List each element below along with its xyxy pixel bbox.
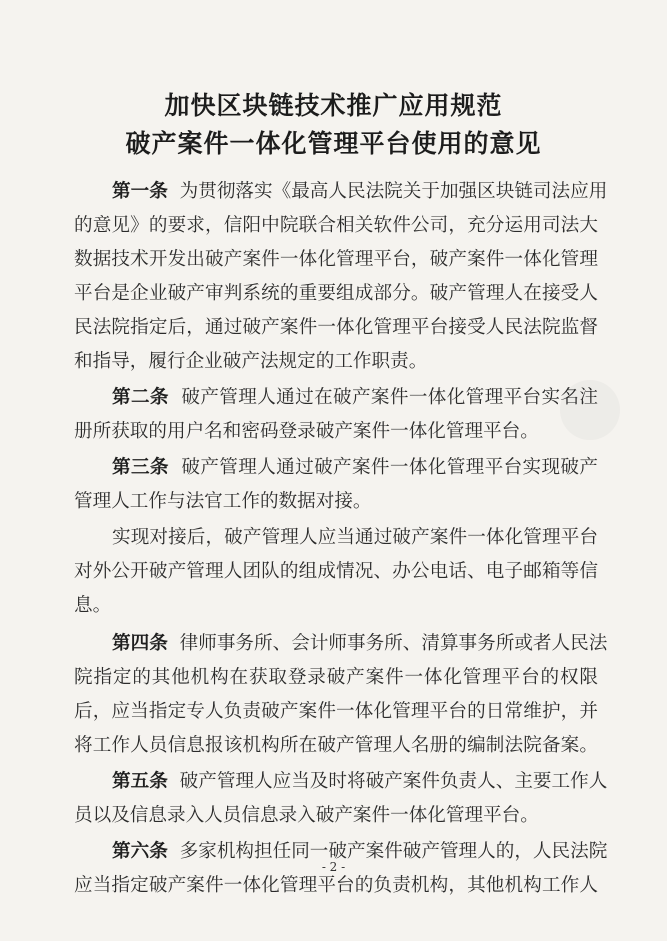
article-6-heading: 第六条 (112, 841, 168, 862)
article-5-line-1: 第五条 破产管理人应当及时将破产案件负责人、主要工作人 (112, 771, 608, 792)
article-6-line-2: 应当指定破产案件一体化管理平台的负责机构，其他机构工作人 (74, 875, 598, 896)
article-4-line-4: 将工作人员信息报该机构所在破产管理人名册的编制法院备案。 (74, 735, 598, 756)
article-1-line-4: 平台是企业破产审判系统的重要组成部分。破产管理人在接受人 (74, 283, 598, 304)
article-3-line-1: 第三条 破产管理人通过破产案件一体化管理平台实现破产 (112, 457, 598, 478)
title-line-1: 加快区块链技术推广应用规范 (164, 91, 503, 120)
paragraph-line-1: 实现对接后，破产管理人应当通过破产案件一体化管理平台 (112, 527, 598, 548)
article-4-line-3: 后，应当指定专人负责破产案件一体化管理平台的日常维护，并 (74, 701, 598, 722)
article-1-line-5: 民法院指定后，通过破产案件一体化管理平台接受人民法院监督 (74, 317, 598, 338)
article-4-line-1: 第四条 律师事务所、会计师事务所、清算事务所或者人民法 (112, 633, 608, 654)
article-1-line-6: 和指导，履行企业破产法规定的工作职责。 (74, 351, 428, 372)
article-2-line-2: 册所获取的用户名和密码登录破产案件一体化管理平台。 (74, 421, 539, 442)
article-5-line-2: 员以及信息录入人员信息录入破产案件一体化管理平台。 (74, 805, 539, 826)
article-1-line-2: 的意见》的要求，信阳中院联合相关软件公司，充分运用司法大 (74, 215, 598, 236)
page-number: - 2 - (321, 860, 346, 874)
article-4-line-2: 院指定的其他机构在获取登录破产案件一体化管理平台的权限 (74, 667, 598, 688)
paragraph-line-2: 对外公开破产管理人团队的组成情况、办公电话、电子邮箱等信 (74, 561, 598, 582)
article-3-heading: 第三条 (112, 457, 169, 478)
article-6-line-1: 第六条 多家机构担任同一破产案件破产管理人的，人民法院 (112, 841, 608, 862)
article-4-heading: 第四条 (112, 633, 168, 654)
article-2-heading: 第二条 (112, 387, 169, 408)
article-5-heading: 第五条 (112, 771, 168, 792)
article-1-line-1: 第一条 为贯彻落实《最高人民法院关于加强区块链司法应用 (112, 181, 608, 202)
article-2-line-1: 第二条 破产管理人通过在破产案件一体化管理平台实名注 (112, 387, 598, 408)
title-line-2: 破产案件一体化管理平台使用的意见 (125, 129, 542, 158)
article-1-heading: 第一条 (112, 181, 168, 202)
article-1-line-3: 数据技术开发出破产案件一体化管理平台，破产案件一体化管理 (74, 249, 598, 270)
article-3-line-2: 管理人工作与法官工作的数据对接。 (74, 491, 372, 512)
paragraph-line-3: 息。 (74, 595, 112, 616)
